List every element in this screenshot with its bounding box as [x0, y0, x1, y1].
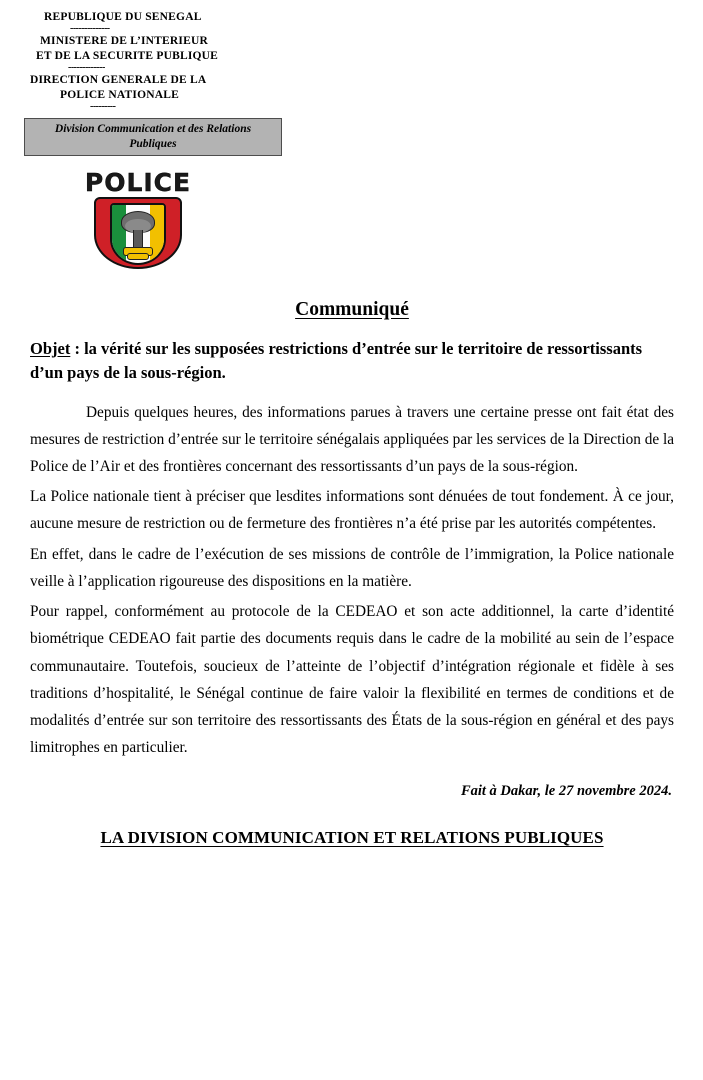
body-paragraph: Pour rappel, conformément au protocole de la CEDEAO et son acte additionnel, la carte d’identité biométrique CEDEAO fait partie des documents requis dans le cadre de la mobilité au sein de l’espace communautaire. Toutefois, soucieux de l’atteinte de l’objectif d’intégration régionale et fidèle à ses traditions d’hospitalité, le Sénégal continue de faire valoir la flexibilité en termes de conditions et de modalités d’entrée sur son territoire des ressortissants des États de la sous-région en général et des pays limitrophes en particulier. — [30, 603, 674, 757]
letterhead-ministry-line1: MINISTERE DE L’INTERIEUR — [40, 35, 208, 48]
baobab-tree-icon — [121, 211, 155, 261]
letterhead-ministry-line2: ET DE LA SECURITE PUBLIQUE — [36, 49, 219, 62]
shield-icon — [94, 197, 182, 269]
signatory-title: LA DIVISION COMMUNICATION ET RELATIONS PUBLIQUES — [100, 828, 604, 848]
subject-label: Objet — [30, 338, 71, 358]
body-paragraph: En effet, dans le cadre de l’exécution de ses missions de contrôle de l’immigration, la Police nationale veille à l’application rigoureuse des dispositions en la matière. — [30, 545, 674, 590]
police-wordmark: POLICE — [84, 167, 192, 197]
letterhead-rule-2: ------------- — [68, 62, 105, 74]
letterhead — [30, 10, 687, 112]
division-banner — [24, 118, 282, 156]
police-logo — [78, 167, 198, 269]
subject-separator: : — [70, 338, 85, 358]
letterhead-country: REPUBLIQUE DU SENEGAL — [44, 11, 202, 23]
letterhead-direction-line2: POLICE NATIONALE — [60, 88, 179, 101]
letterhead-rule-1: -------------- — [70, 23, 110, 35]
page-title: Communiqué — [295, 298, 409, 320]
letterhead-direction-line1: DIRECTION GENERALE DE LA — [30, 74, 207, 87]
subject-line — [30, 337, 674, 385]
body-paragraph: Depuis quelques heures, des informations parues à travers une certaine presse ont fait état des mesures de restriction d’entrée sur le territoire sénégalais appliquées par les services de la Direction de la Police de l’Air et des frontières concernant des ressortissants d’un pays de la sous-région. — [30, 403, 674, 476]
letterhead-rule-3: --------- — [90, 100, 116, 112]
place-and-date: Fait à Dakar, le 27 novembre 2024. — [460, 783, 672, 800]
baobab-base-lower — [127, 253, 149, 260]
division-banner-line2: Publiques — [129, 137, 177, 150]
division-banner-line1: Division Communication et des Relations — [54, 122, 252, 135]
body-paragraph: La Police nationale tient à préciser que lesdites informations sont dénuées de tout fondement. À ce jour, aucune mesure de restriction ou de fermeture des frontières n’a été prise par les autorités compétentes. — [30, 488, 674, 533]
subject-text: la vérité sur les supposées restrictions d’entrée sur le territoire de ressortissants d’un pays de la sous-région. — [30, 338, 643, 382]
shield-inner-field — [110, 203, 166, 265]
document-body — [16, 299, 687, 849]
